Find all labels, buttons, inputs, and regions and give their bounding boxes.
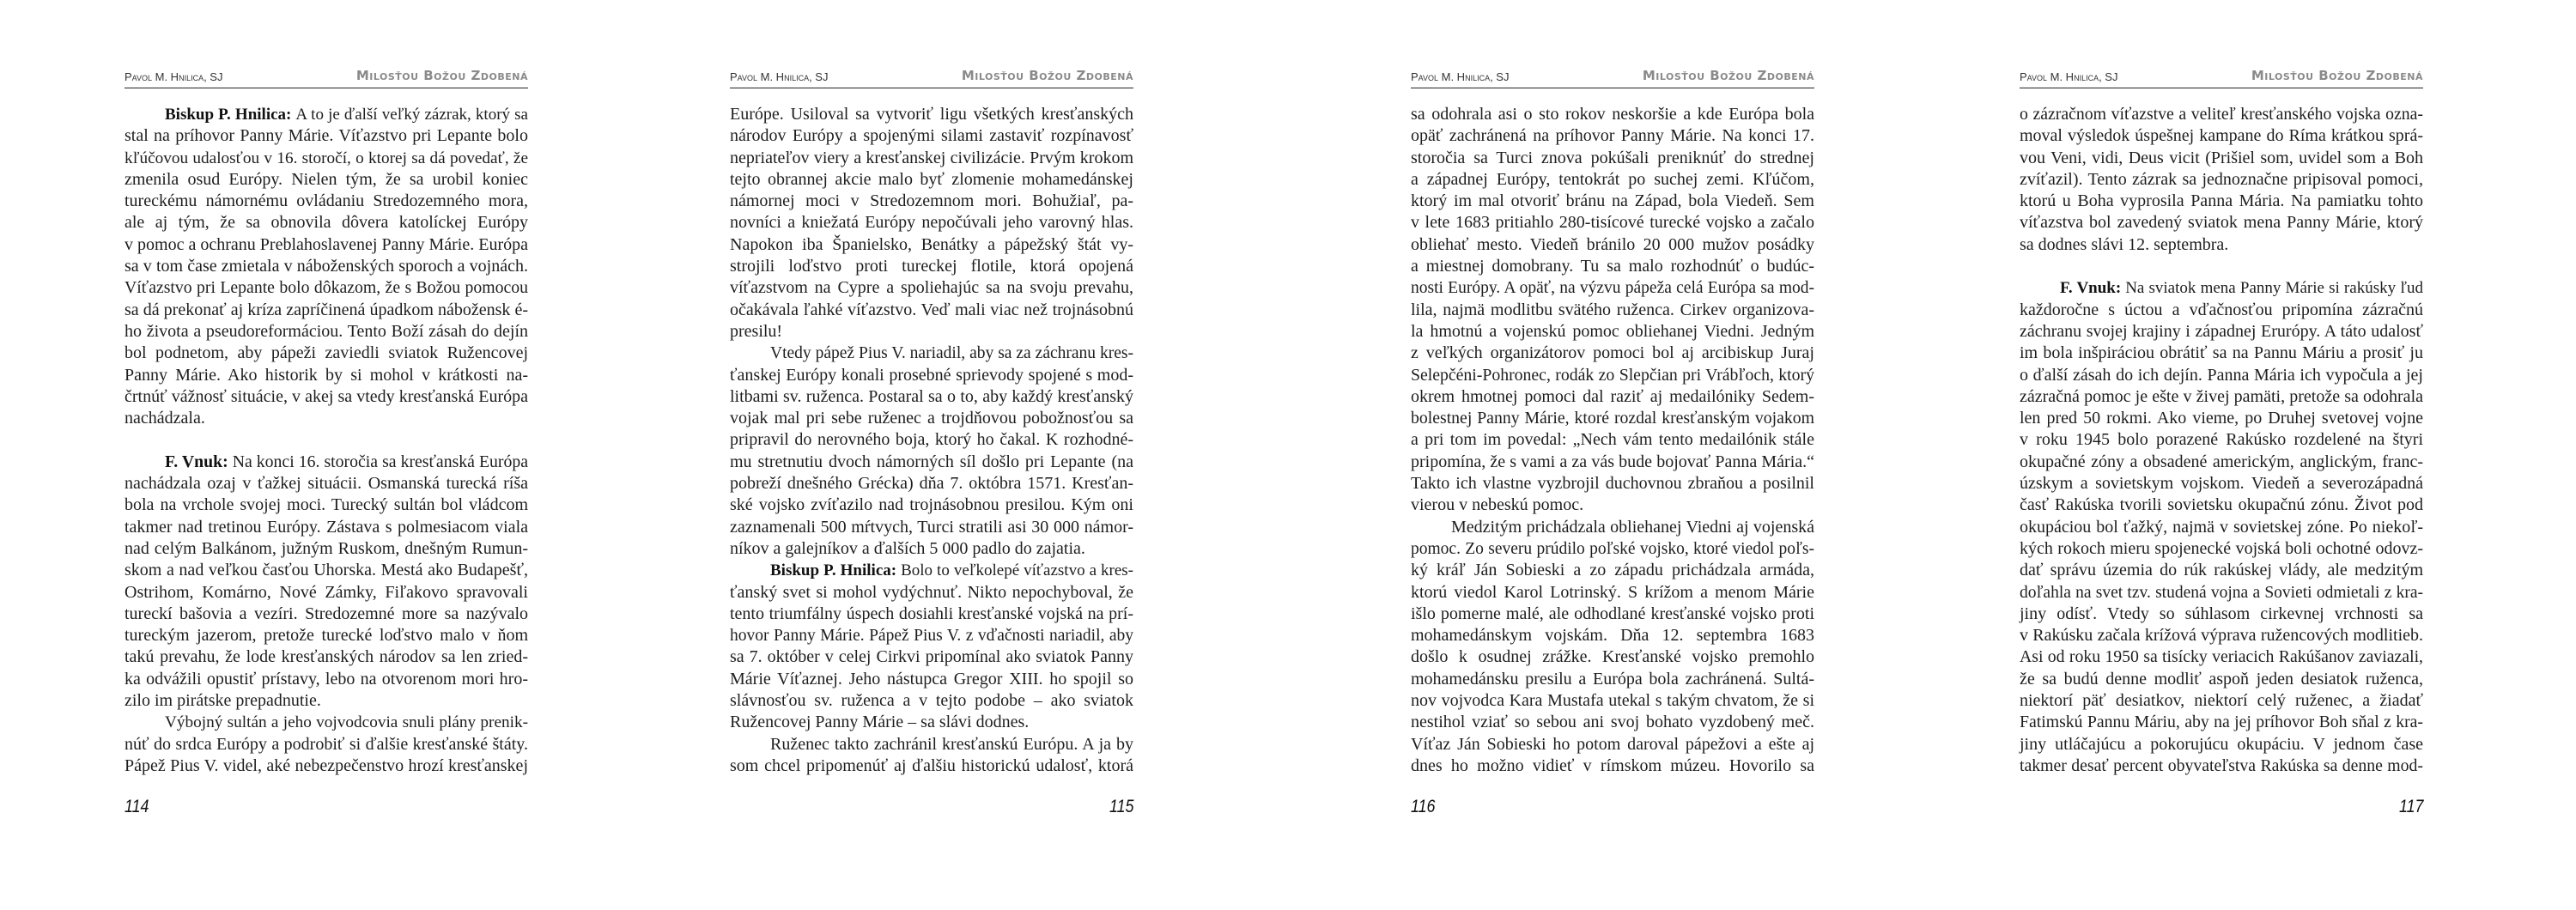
line-text: a miestnej domobrany. Tu sa malo rozhodnúť o budúc- [1411, 257, 1814, 276]
text-line [730, 277, 1133, 299]
line-text: a západnej Európy, tentokrát po suchej zemi. Kľúčom, [1411, 169, 1814, 189]
line-text: záchranu svojej krajiny i západnej Erurópy. A táto udalosť [2020, 321, 2423, 341]
line-text: mu stretnutiu dvoch námorných síl došlo pri Lepante (na [730, 452, 1133, 471]
text-line [125, 517, 528, 538]
paragraph-spacer [2020, 256, 2423, 277]
text-line [2020, 560, 2423, 581]
text-line [1411, 277, 1814, 299]
paragraph [1411, 104, 1814, 517]
line-text: nestihol vziať so sebou ani svoj bohato vyzdobený meč. [1411, 713, 1814, 732]
text-line [2020, 625, 2423, 646]
header-book-title: Milosťou Božou Zdobená [1642, 68, 1814, 83]
text-line [730, 365, 1133, 386]
text-line [730, 104, 1133, 125]
line-text: o zázračnom víťazstve a veliteľ kresťanského vojska ozna- [2020, 105, 2423, 124]
book-page [730, 0, 1133, 910]
text-line [2020, 582, 2423, 604]
line-text: národov Európy a spojenými silami zastaviť rozpínavosť [730, 126, 1133, 146]
running-header [730, 67, 1133, 88]
text-line [1411, 517, 1814, 538]
paragraph [730, 560, 1133, 733]
text-line [2020, 321, 2423, 343]
text-line [125, 343, 528, 364]
line-text: v lete 1683 pritiahlo 280-tisícové turecké vojsko a začalo [1411, 213, 1814, 233]
page-number: 117 [2398, 797, 2423, 816]
text-line [125, 169, 528, 191]
text-line [730, 734, 1133, 755]
text-line [2020, 234, 2423, 256]
header-author: Pavol M. Hnilica, SJ [730, 70, 829, 83]
text-line [2020, 517, 2423, 538]
paragraph [2020, 277, 2423, 777]
text-line [1411, 604, 1814, 625]
book-page [2020, 0, 2423, 910]
line-text: Bolo to veľkolepé víťazstvo a kres- [901, 561, 1133, 580]
speaker-name: Biskup P. Hnilica: [770, 561, 897, 580]
line-text: obliehať mesto. Viedeň bránilo 20 000 mužov posádky [1411, 234, 1814, 254]
line-text: Medzitým prichádzala obliehanej Viedni aj vojenská [1451, 517, 1814, 537]
line-text: okrem hmotnej pomoci dal raziť aj medailóniky Sedem- [1411, 386, 1814, 406]
line-text: nepriateľov viery a kresťanskej civilizácie. Prvým krokom [730, 148, 1133, 167]
line-text: v pomoc a ochranu Preblahoslavenej Panny Márie. Európa [125, 234, 528, 254]
text-line [125, 560, 528, 581]
text-line [2020, 191, 2423, 212]
text-line [2020, 646, 2423, 668]
paragraph [1411, 517, 1814, 778]
line-text: skom a nad veľkou časťou Uhorska. Mestá ako Budapešť, [125, 561, 528, 580]
book-page [125, 0, 528, 910]
text-line [730, 452, 1133, 473]
speaker-name: F. Vnuk: [165, 452, 228, 471]
text-line [730, 517, 1133, 538]
text-line [125, 300, 528, 321]
text-line [2020, 604, 2423, 625]
line-text: Víťaz Ján Sobieski ho potom daroval pápežovi a ešte aj [1411, 734, 1814, 754]
text-line [125, 104, 528, 125]
line-text: im bola inšpiráciou obrátiť sa na Pannu Máriu a prosiť ju [2020, 343, 2423, 363]
line-text: strojili loďstvo proti tureckej flotile, ktorá opojená [730, 257, 1133, 276]
line-text: zmenila osud Európy. Nielen tým, že sa urobil koniec [125, 169, 528, 189]
text-line [730, 191, 1133, 212]
line-text: úzskym a sovietskym vojskom. Viedeň a severozápadná [2020, 474, 2423, 494]
header-book-title: Milosťou Božou Zdobená [961, 68, 1133, 83]
text-line [730, 148, 1133, 169]
text-line [125, 690, 528, 712]
text-line [1411, 386, 1814, 408]
speaker-name: Biskup P. Hnilica: [165, 106, 292, 124]
line-text: dnes ho možno vidieť v rímskom múzeu. Hovorilo sa [1411, 755, 1814, 775]
text-line [2020, 386, 2423, 408]
text-line [125, 669, 528, 690]
text-line [1411, 582, 1814, 604]
text-line [1411, 212, 1814, 234]
line-text: okupačné zóny a obsadené americkým, anglickým, franc- [2020, 452, 2423, 471]
text-line [730, 755, 1133, 777]
text-line [1411, 429, 1814, 451]
line-text: takmer nad tretinou Európy. Zástava s polmesiacom viala [125, 517, 528, 537]
text-line [1411, 625, 1814, 646]
text-line [125, 125, 528, 147]
text-line [2020, 690, 2423, 712]
line-text: okupáciou bol ťažký, najmä v sovietskej zóne. Po niekoľ- [2020, 517, 2423, 537]
text-line [1411, 125, 1814, 147]
line-text: tejto obrannej akcie malo byť zlomenie mohamedánskej [730, 169, 1133, 189]
line-text: moval výsledok úspešnej kampane do Ríma krátkou sprá- [2020, 126, 2423, 146]
text-line [1411, 755, 1814, 777]
text-line [730, 538, 1133, 560]
page-number: 114 [125, 797, 149, 816]
text-line [2020, 669, 2423, 690]
line-text: presilu! [730, 321, 783, 341]
line-text: kľúčovou udalosťou v 16. storočí, o ktorej sa dá povedať, že [125, 149, 528, 167]
text-line [2020, 494, 2423, 516]
page-body-text [125, 104, 528, 777]
text-line [1411, 690, 1814, 712]
text-line [730, 473, 1133, 494]
line-text: storočia sa Turci znova pokúšali preniknúť do strednej [1411, 148, 1814, 167]
paragraph [125, 452, 528, 713]
line-text: doľahla na svet tzv. studená vojna a Sovieti odmietali z kra- [2020, 583, 2423, 602]
line-text: zázračná pomoc je ešte v živej pamäti, pretože sa odohrala [2020, 386, 2423, 406]
text-line [1411, 256, 1814, 277]
text-line [730, 690, 1133, 712]
line-text: Víťazstvo pri Lepante bolo dôkazom, že s Božou pomocou [125, 278, 528, 298]
paragraph [125, 104, 528, 429]
text-line [125, 494, 528, 516]
line-text: víťazstvom na Cypre a spoliehajúc sa na svoju prevahu, [730, 278, 1133, 298]
header-author: Pavol M. Hnilica, SJ [1411, 70, 1510, 83]
line-text: ho života a pseudoreformáciou. Tento Boží zásah do dejín [125, 321, 528, 341]
line-text: v Rakúsku začala krížová výprava ružencových modlitieb. [2020, 626, 2423, 646]
text-line [2020, 343, 2423, 364]
line-text: jiny odísť. Vtedy so súhlasom cirkevnej vrchnosti sa [2020, 604, 2423, 623]
line-text: mohamedánskym vojskám. Dňa 12. septembra 1683 [1411, 626, 1814, 646]
text-line [125, 234, 528, 256]
paragraph [125, 712, 528, 777]
text-line [125, 473, 528, 494]
text-line [125, 408, 528, 429]
line-text: ské vojsko zvíťazilo nad trojnásobnou presilou. Kým oni [730, 495, 1133, 515]
text-line [2020, 125, 2423, 147]
page-number: 115 [1109, 797, 1133, 816]
line-text: Ružencovej Panny Márie – sa slávi dodnes. [730, 713, 1030, 732]
text-line [125, 191, 528, 212]
text-line [125, 625, 528, 646]
line-text: pomoc. Zo severu prúdilo poľské vojsko, ktoré viedol poľs- [1411, 539, 1814, 558]
text-line [2020, 473, 2423, 494]
line-text: Na konci 16. storočia sa kresťanská Európa [232, 452, 528, 471]
line-text: ktorý im mal otvoriť bránu na Západ, bola Viedeň. Sem [1411, 191, 1814, 211]
text-line [730, 625, 1133, 646]
line-text: pobreží dnešného Grécka) dňa 7. októbra 1571. Kresťan- [730, 474, 1133, 494]
line-text: Ostrihom, Komárno, Nové Zámky, Fiľakovo spravovali [125, 582, 528, 602]
text-line [730, 234, 1133, 256]
text-line [730, 169, 1133, 191]
line-text: mohamedánsku presilu a Európa bola zachránená. Sultá- [1411, 669, 1814, 689]
line-text: slávnosťou sv. ruženca a v tejto podobe – ako sviatok [730, 691, 1133, 711]
header-book-title: Milosťou Božou Zdobená [355, 68, 528, 83]
text-line [2020, 300, 2423, 321]
text-line [2020, 408, 2423, 429]
paragraph [730, 343, 1133, 560]
text-line [125, 755, 528, 777]
running-header [125, 67, 528, 88]
text-line [2020, 755, 2423, 777]
text-line [730, 646, 1133, 668]
line-text: zvíťazil). Tento zázrak sa jednoznačne pripisoval pomoci, [2020, 169, 2423, 189]
line-text: níkov a galejníkov a ďalších 5 000 padlo do zajatia. [730, 538, 1085, 558]
text-line [730, 669, 1133, 690]
text-line [125, 712, 528, 733]
line-text: každoročne s úctou a vďačnosťou pripomína zázračnú [2020, 300, 2423, 319]
line-text: Výbojný sultán a jeho vojvodcovia snuli plány prenik- [165, 713, 528, 732]
text-line [1411, 452, 1814, 473]
speaker-name: F. Vnuk: [2060, 279, 2122, 298]
text-line [1411, 646, 1814, 668]
page-number: 116 [1411, 797, 1436, 816]
text-line [125, 365, 528, 386]
line-text: z veľkých organizátorov pomoci bol aj arcibiskup Juraj [1411, 343, 1814, 363]
text-line [730, 125, 1133, 147]
line-text: hovor Panny Márie. Pápež Pius V. z vďačnosti nariadil, aby [730, 627, 1133, 646]
line-text: ale aj tým, že sa obnovila dôvera katolíckej Európy [125, 213, 528, 233]
text-line [125, 582, 528, 604]
line-text: o ďalší zásah do ich dejín. Panna Mária ich vypočula a jej [2020, 365, 2423, 385]
text-line [1411, 560, 1814, 581]
line-text: nachádzala. [125, 409, 205, 428]
paragraph-spacer [125, 429, 528, 451]
text-line [2020, 538, 2423, 560]
text-line [125, 256, 528, 277]
text-line [730, 712, 1133, 733]
line-text: novníci a kniežatá Európy nepočúvali jeho varovný hlas. [730, 213, 1133, 233]
text-line [2020, 712, 2423, 733]
text-line [125, 321, 528, 343]
line-text: opäť zachránená na príhovor Panny Márie. Na konci 17. [1411, 126, 1814, 146]
text-line [1411, 473, 1814, 494]
line-text: Napokon iba Španielsko, Benátky a pápežský štát vy- [730, 234, 1133, 254]
text-line [730, 582, 1133, 604]
line-text: Na sviatok mena Panny Márie si rakúsky ľud [2125, 279, 2423, 298]
line-text: v roku 1945 bolo porazené Rakúsko rozdelené na štyri [2020, 430, 2423, 450]
line-text: pripravil do nerovného boja, ktorý ho čakal. K rozhodné- [730, 430, 1133, 450]
line-text: vojak mal pri sebe ruženec a trojdňovou pobožnosťou sa [730, 409, 1133, 428]
line-text: Márie Víťaznej. Jeho nástupca Gregor XIII. ho spojil so [730, 669, 1133, 689]
line-text: išlo pomerne malé, ale odhodlané kresťanské vojsko proti [1411, 604, 1814, 623]
text-line [730, 256, 1133, 277]
text-line [1411, 191, 1814, 212]
text-line [730, 300, 1133, 321]
line-text: došlo k osudnej zrážke. Kresťanské vojsko premohlo [1411, 647, 1814, 667]
text-line [1411, 300, 1814, 321]
line-text: nosti Európy. A opäť, na výzvu pápeža celá Európa sa mod- [1411, 279, 1814, 298]
line-text: Ruženec takto zachránil kresťanskú Európu. A ja by [770, 734, 1133, 754]
paragraph [730, 104, 1133, 343]
text-line [1411, 408, 1814, 429]
line-text: nad celým Balkánom, južným Ruskom, dnešným Rumun- [125, 538, 528, 558]
line-text: sa v tom čase zmietala v náboženských sporoch a vojnách. [125, 257, 528, 276]
header-author: Pavol M. Hnilica, SJ [125, 70, 223, 83]
text-line [2020, 148, 2423, 169]
line-text: nov vojvodca Kara Mustafa utekal s takým chvatom, že si [1411, 691, 1814, 711]
line-text: zilo im pirátske prepadnutie. [125, 691, 321, 711]
line-text: vou Veni, vidi, Deus vicit (Prišiel som, uvidel som a Boh [2020, 148, 2423, 167]
line-text: A to je ďalší veľký zázrak, ktorý sa [295, 106, 528, 124]
text-line [730, 321, 1133, 343]
line-text: námornej moci v Stredozemnom mori. Bohužiaľ, pa- [730, 191, 1133, 211]
line-text: črtnúť vážnosť situácie, v akej sa vtedy kresťanská Európa [125, 386, 528, 406]
text-line [2020, 429, 2423, 451]
line-text: núť do srdca Európy a podrobiť si ďalšie kresťanské štáty. [125, 734, 528, 754]
line-text: Asi od roku 1950 sa tisícky veriacich Rakúšanov zaviazali, [2020, 647, 2423, 667]
text-line [1411, 494, 1814, 516]
line-text: takú prevahu, že lode kresťanských národov sa len zried- [125, 647, 528, 667]
line-text: víťazstva bol zavedený sviatok mena Panny Márie, ktorý [2020, 213, 2423, 233]
running-header [2020, 67, 2423, 88]
line-text: Európe. Usiloval sa vytvoriť ligu všetkých kresťanských [730, 105, 1133, 124]
book-page [1411, 0, 1814, 910]
text-line [730, 560, 1133, 581]
text-line [125, 452, 528, 473]
paragraph [2020, 104, 2423, 256]
page-body-text [1411, 104, 1814, 777]
text-line [125, 734, 528, 755]
text-line [1411, 234, 1814, 256]
header-book-title: Milosťou Božou Zdobená [2251, 68, 2423, 83]
text-line [2020, 734, 2423, 755]
line-text: bol podnetom, aby pápeži zaviedli sviatok Ružencovej [125, 343, 528, 363]
line-text: la hmotnú a vojenskú pomoc obliehanej Viedni. Jedným [1411, 321, 1814, 341]
text-line [2020, 104, 2423, 125]
line-text: bola na vrchole svojej moci. Turecký sultán bol vládcom [125, 495, 528, 515]
text-line [1411, 343, 1814, 364]
line-text: dať správu územia do rúk rakúskej vlády, ale medzitým [2020, 561, 2423, 580]
line-text: sa dá prekonať aj kríza zapríčinená úpadkom nábožensk é- [125, 300, 528, 319]
line-text: Panny Márie. Ako historik by si mohol v krátkosti na- [125, 365, 528, 385]
line-text: ktorú viedol Karol Lotrinský. S krížom a menom Márie [1411, 582, 1814, 602]
line-text: zaznamenali 500 mŕtvych, Turci stratili asi 30 000 námor- [730, 517, 1133, 537]
text-line [1411, 148, 1814, 169]
line-text: litbami sv. ruženca. Postaral sa o to, aby každý kresťanský [730, 386, 1133, 406]
line-text: ktorú u Boha vyprosila Panna Mária. Na pamiatku tohto [2020, 191, 2423, 211]
line-text: sa 7. október v celej Cirkvi pripomínal ako sviatok Panny [730, 647, 1133, 667]
header-author: Pavol M. Hnilica, SJ [2020, 70, 2118, 83]
paragraph [730, 734, 1133, 778]
line-text: ťanskej Európy konali prosebné sprievody spojené s mod- [730, 365, 1133, 385]
page-body-text [730, 104, 1133, 777]
line-text: očakávala ľahké víťazstvo. Veď mali viac než trojnásobnú [730, 300, 1133, 319]
line-text: a pri tom im povedal: „Nech vám tento medailónik stále [1411, 430, 1814, 450]
text-line [125, 148, 528, 169]
text-line [2020, 212, 2423, 234]
line-text: vierou v nebeskú pomoc. [1411, 495, 1584, 515]
text-line [125, 277, 528, 299]
text-line [125, 538, 528, 560]
text-line [2020, 277, 2423, 299]
line-text: Takto ich vlastne vyzbrojil duchovnou zbraňou a posilnil [1411, 474, 1814, 494]
line-text: nachádzala ozaj v ťažkej situácii. Osmanská turecká ríša [125, 474, 528, 494]
text-line [730, 494, 1133, 516]
text-line [1411, 169, 1814, 191]
text-line [1411, 365, 1814, 386]
line-text: tureckí bašovia a vezíri. Stredozemné more sa nazývalo [125, 604, 528, 623]
page-body-text [2020, 104, 2423, 777]
line-text: takmer desať percent obyvateľstva Rakúska sa denne mod- [2020, 755, 2423, 775]
line-text: sa dodnes slávi 12. septembra. [2020, 234, 2229, 254]
line-text: tureckým jazerom, pretože turecké loďstvo malo v ňom [125, 626, 528, 646]
text-line [125, 646, 528, 668]
text-line [730, 343, 1133, 364]
running-header [1411, 67, 1814, 88]
line-text: tento triumfálny úspech dosiahli kresťanské vojská na prí- [730, 604, 1133, 623]
text-line [125, 212, 528, 234]
line-text: som chcel pripomenúť aj ďalšiu historickú udalosť, ktorá [730, 755, 1133, 775]
text-line [2020, 365, 2423, 386]
line-text: kých rokoch mieru spojenecké vojská boli ochotné odovz- [2020, 538, 2423, 558]
line-text: lila, najmä modlitbu svätého ruženca. Cirkev organizova- [1411, 300, 1814, 319]
line-text: že sa budú denne modliť aspoň jeden desiatok ruženca, [2020, 669, 2423, 689]
line-text: Fatimskú Pannu Máriu, aby na jej príhovor Boh sňal z kra- [2020, 713, 2423, 732]
line-text: jiny utláčajúcu a pokorujúcu okupáciu. V jednom čase [2020, 734, 2423, 754]
text-line [1411, 712, 1814, 733]
line-text: časť Rakúska tvorili sovietsku okupačnú zónu. Život pod [2020, 495, 2423, 515]
text-line [1411, 734, 1814, 755]
line-text: ký kráľ Ján Sobieski a zo západu prichádzala armáda, [1411, 561, 1814, 580]
line-text: ťanský svet si mohol vydýchnuť. Nikto nepochyboval, že [730, 582, 1133, 602]
text-line [1411, 104, 1814, 125]
text-line [730, 386, 1133, 408]
line-text: ka odvážili opustiť prístavy, lebo na otvorenom mori hro- [125, 669, 528, 689]
line-text: stal na príhovor Panny Márie. Víťazstvo pri Lepante bolo [125, 126, 528, 146]
text-line [730, 408, 1133, 429]
text-line [1411, 669, 1814, 690]
text-line [1411, 538, 1814, 560]
text-line [730, 429, 1133, 451]
text-line [2020, 452, 2423, 473]
line-text: Selepčéni-Pohronec, rodák zo Slepčian pri Vrábľoch, ktorý [1411, 365, 1814, 385]
line-text: Vtedy pápež Pius V. nariadil, aby sa za záchranu kres- [770, 344, 1133, 363]
text-line [730, 212, 1133, 234]
line-text: Pápež Pius V. videl, aké nebezpečenstvo hrozí kresťanskej [125, 755, 528, 775]
line-text: len pred 50 rokmi. Ako vieme, po Druhej svetovej vojne [2020, 409, 2423, 428]
text-line [1411, 321, 1814, 343]
line-text: bolestnej Panny Márie, ktoré rozdal kresťanským vojakom [1411, 409, 1814, 428]
text-line [730, 604, 1133, 625]
text-line [2020, 169, 2423, 191]
text-line [125, 386, 528, 408]
line-text: tureckému námornému ovládaniu Stredozemného mora, [125, 191, 528, 211]
line-text: pripomína, že s vami a za vás bude bojovať Panna Mária.“ [1411, 452, 1814, 471]
line-text: sa odohrala asi o sto rokov neskoršie a kde Európa bola [1411, 105, 1814, 124]
line-text: niektorí päť desiatkov, niektorí celý ruženec, a žiadať [2020, 691, 2423, 711]
text-line [125, 604, 528, 625]
